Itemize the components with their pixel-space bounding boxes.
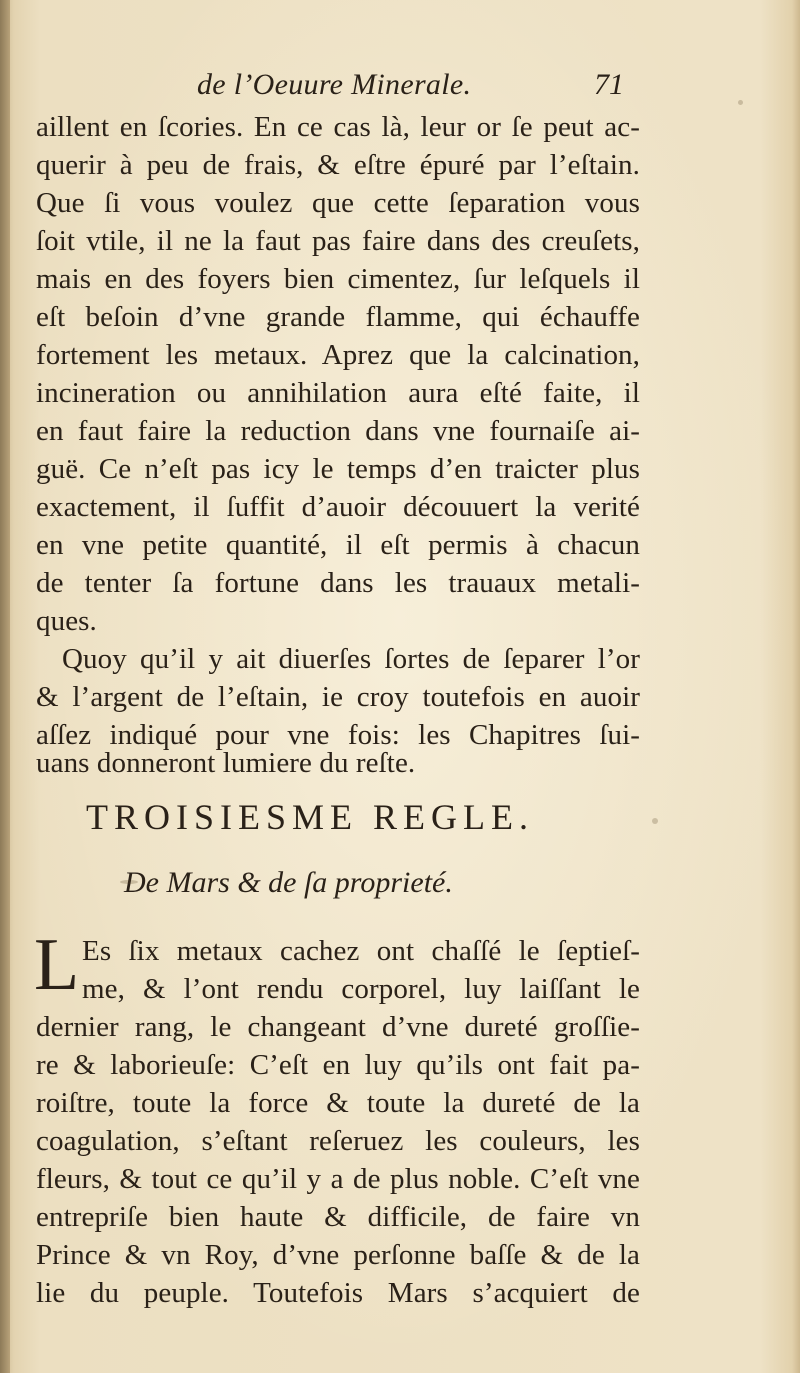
text-line: ques. bbox=[36, 605, 97, 637]
text-line: Que ſi vous voulez que cette ſeparation vous bbox=[36, 187, 640, 219]
text-line: fortement les metaux. Aprez que la calcination, bbox=[36, 339, 640, 371]
text-line: aillent en ſcories. En ce cas là, leur or ſe peut ac- bbox=[36, 111, 640, 143]
text-line: aſſez indiqué pour vne fois: les Chapitres ſui- bbox=[36, 719, 640, 751]
text-line: re & laborieuſe: C’eſt en luy qu’ils ont fait pa- bbox=[36, 1049, 640, 1081]
text-line: & l’argent de l’eſtain, ie croy toutefois en auoir bbox=[36, 681, 640, 713]
page-number: 71 bbox=[594, 68, 624, 101]
text-line: en faut faire la reduction dans vne fournaiſe ai- bbox=[36, 415, 640, 447]
text-line: mais en des foyers bien cimentez, ſur leſquels il bbox=[36, 263, 640, 295]
text-line: fleurs, & tout ce qu’il y a de plus noble. C’eſt vne bbox=[36, 1163, 640, 1195]
text-line: querir à peu de frais, & eſtre épuré par l’eſtain. bbox=[36, 149, 640, 181]
text-line: Quoy qu’il y ait diuerſes ſortes de ſeparer l’or bbox=[62, 643, 640, 675]
text-line: roiſtre, toute la force & toute la dureté de la bbox=[36, 1087, 640, 1119]
drop-cap: L bbox=[34, 924, 80, 1006]
text-line: Prince & vn Roy, d’vne perſonne baſſe & de la bbox=[36, 1239, 640, 1271]
text-line: guë. Ce n’eſt pas icy le temps d’en traicter plus bbox=[36, 453, 640, 485]
binding-gutter bbox=[0, 0, 10, 1373]
text-line: entrepriſe bien haute & difficile, de faire vn bbox=[36, 1201, 640, 1233]
text-line: exactement, il ſuffit d’auoir découuert la verité bbox=[36, 491, 640, 523]
text-line: Es ſix metaux cachez ont chaſſé le ſeptieſ- bbox=[82, 935, 640, 967]
text-line: de tenter ſa fortune dans les trauaux metali- bbox=[36, 567, 640, 599]
paper-speck bbox=[120, 880, 138, 884]
text-line: dernier rang, le changeant d’vne dureté groſſie- bbox=[36, 1011, 640, 1043]
page-header bbox=[0, 68, 800, 108]
running-title: de l’Oeuure Minerale. bbox=[197, 68, 472, 101]
text-line: me, & l’ont rendu corporel, luy laiſſant le bbox=[82, 973, 640, 1005]
text-line: coagulation, s’eſtant reſeruez les couleurs, les bbox=[36, 1125, 640, 1157]
text-line: incineration ou annihilation aura eſté faite, il bbox=[36, 377, 640, 409]
paper-speck bbox=[652, 818, 658, 824]
text-line: eſt beſoin d’vne grande flamme, qui échauffe bbox=[36, 301, 640, 333]
text-line: en vne petite quantité, il eſt permis à chacun bbox=[36, 529, 640, 561]
text-line: ſoit vtile, il ne la faut pas faire dans des creuſets, bbox=[36, 225, 640, 257]
paper-speck bbox=[738, 100, 743, 105]
chapter-subheading: De Mars & de ſa proprieté. bbox=[124, 866, 453, 899]
text-line: uans donneront lumiere du reſte. bbox=[36, 747, 416, 779]
chapter-heading: TROISIESME REGLE. bbox=[86, 797, 534, 837]
text-line: lie du peuple. Toutefois Mars s’acquiert de bbox=[36, 1277, 640, 1309]
